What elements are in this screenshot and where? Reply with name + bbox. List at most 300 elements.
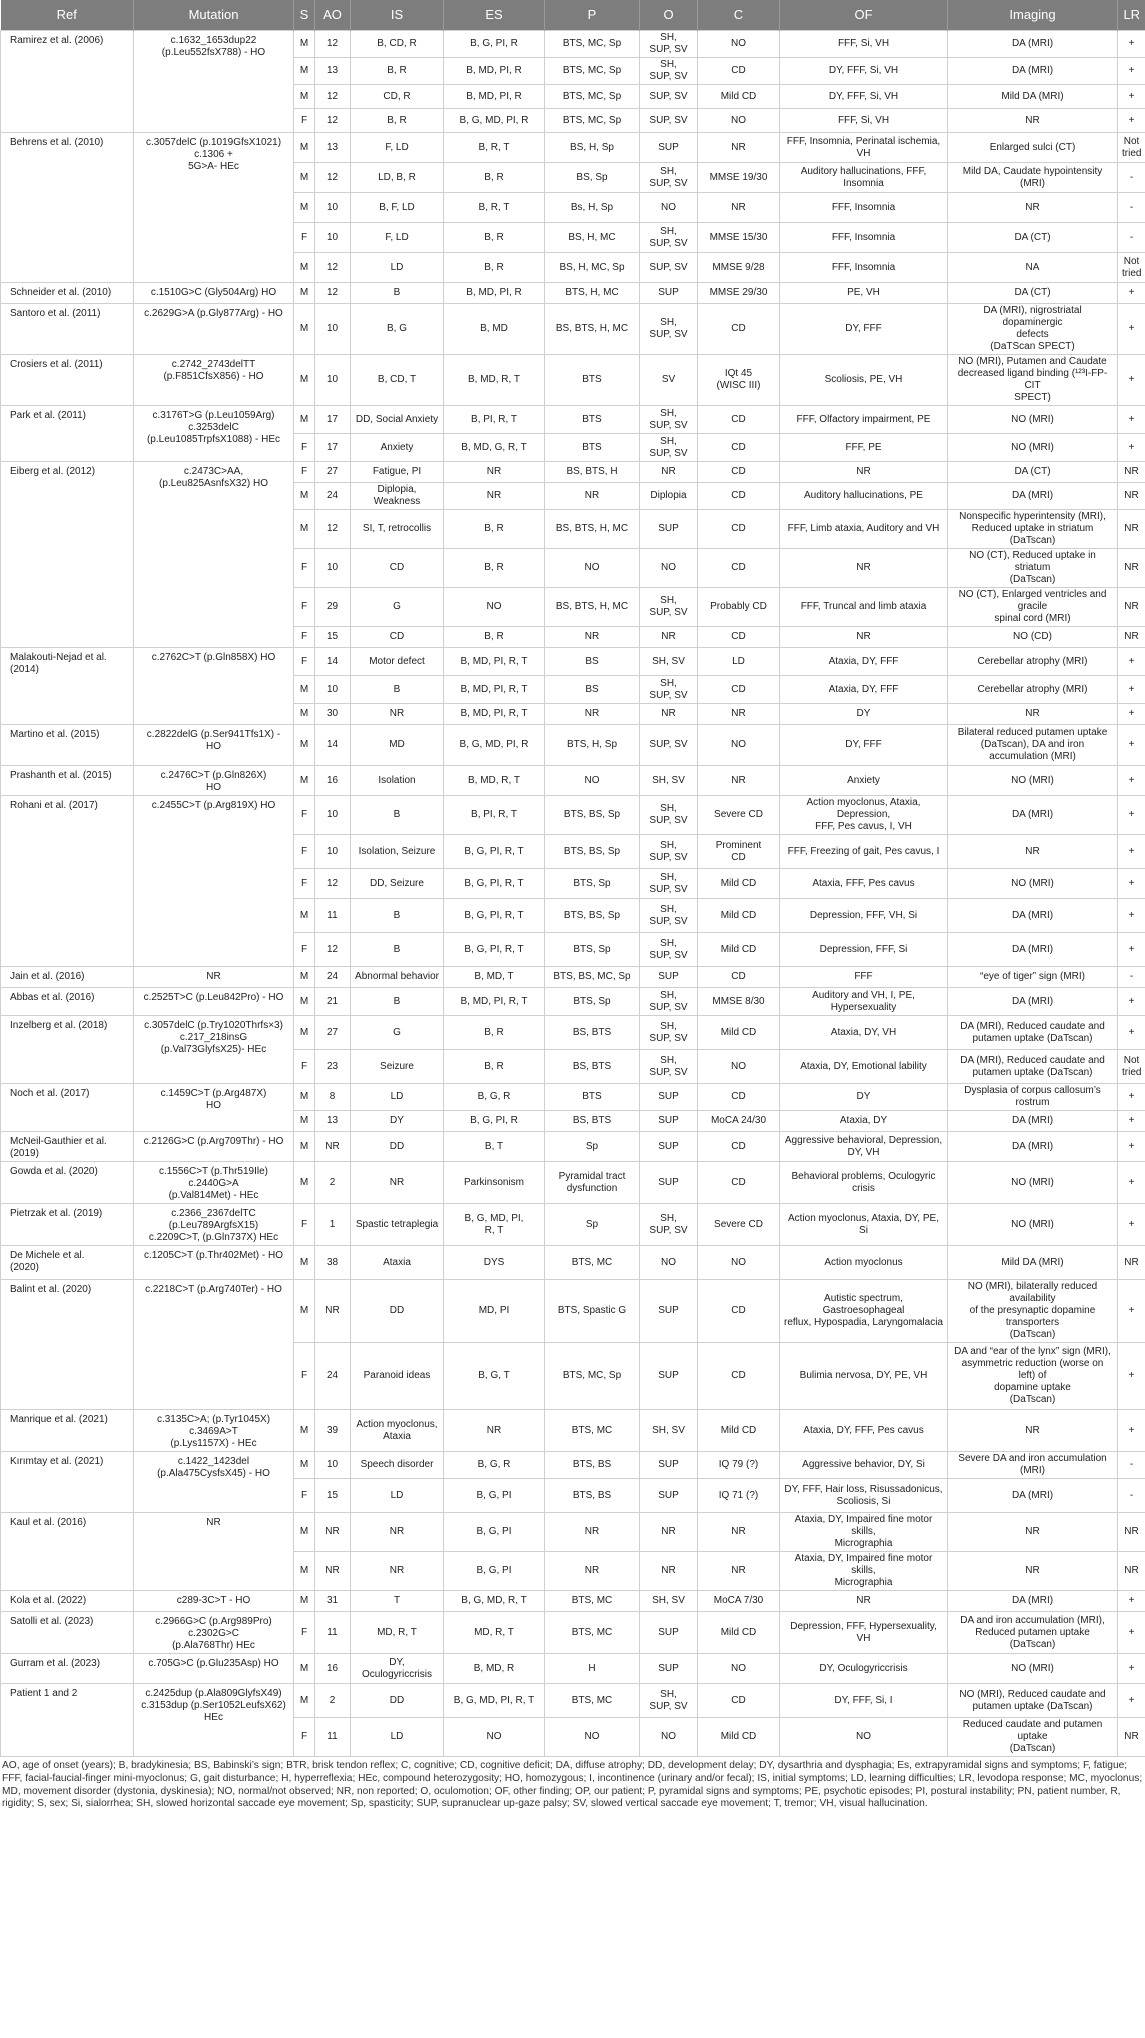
table-row	[1, 31, 1145, 58]
cell-oculomotion: NO	[640, 193, 698, 223]
cell-imaging: DA (MRI)	[948, 1479, 1118, 1513]
header-initial-symptoms: IS	[351, 0, 444, 31]
cell-other-finding: Behavioral problems, Oculogyric crisis	[780, 1162, 948, 1204]
cell-sex: F	[294, 549, 315, 588]
cell-pyramidal: BTS, BS	[545, 1479, 640, 1513]
cell-initial-symptoms: LD, B, R	[351, 163, 444, 193]
cell-sex: F	[294, 1343, 315, 1410]
cell-extrapyramidal: B, MD, PI, R	[444, 58, 545, 85]
cell-extrapyramidal: B, G, PI	[444, 1479, 545, 1513]
header-cognitive: C	[698, 0, 780, 31]
cell-sex: F	[294, 1718, 315, 1757]
cell-levodopa-response: NR	[1118, 549, 1145, 588]
cell-oculomotion: SUP	[640, 133, 698, 163]
cell-cognitive: NR	[698, 766, 780, 796]
cell-initial-symptoms: Fatigue, PI	[351, 462, 444, 483]
cell-extrapyramidal: NR	[444, 462, 545, 483]
cell-cognitive: NR	[698, 1552, 780, 1591]
cell-pyramidal: BTS, Spastic G	[545, 1280, 640, 1343]
cell-ref: Satolli et al. (2023)	[1, 1612, 134, 1654]
cell-oculomotion: SH, SUP, SV	[640, 223, 698, 253]
cell-other-finding: Ataxia, FFF, Pes cavus	[780, 869, 948, 899]
cell-pyramidal: BTS	[545, 406, 640, 434]
cell-age-of-onset: 30	[315, 704, 351, 725]
cell-age-of-onset: 13	[315, 133, 351, 163]
cell-imaging: DA (MRI)	[948, 1111, 1118, 1132]
cell-age-of-onset: 11	[315, 1718, 351, 1757]
cell-imaging: Mild DA (MRI)	[948, 85, 1118, 109]
cell-levodopa-response: Not tried	[1118, 133, 1145, 163]
cell-age-of-onset: 15	[315, 1479, 351, 1513]
cell-imaging: DA (CT)	[948, 223, 1118, 253]
cell-imaging: NO (MRI)	[948, 1204, 1118, 1246]
cell-cognitive: MMSE 9/28	[698, 253, 780, 283]
header-ref: Ref	[1, 0, 134, 31]
table-row	[1, 1684, 1145, 1718]
cell-imaging: Enlarged sulci (CT)	[948, 133, 1118, 163]
cell-other-finding: FFF	[780, 967, 948, 988]
cell-other-finding: DY	[780, 704, 948, 725]
cell-levodopa-response: +	[1118, 434, 1145, 462]
cell-other-finding: Ataxia, DY, Impaired fine motor skills, Micrographia	[780, 1552, 948, 1591]
cell-other-finding: Ataxia, DY, Emotional lability	[780, 1050, 948, 1084]
header-age-of-onset: AO	[315, 0, 351, 31]
cell-initial-symptoms: T	[351, 1591, 444, 1612]
cell-extrapyramidal: B, G, PI	[444, 1513, 545, 1552]
cell-levodopa-response: Not tried	[1118, 1050, 1145, 1084]
cell-other-finding: FFF, PE	[780, 434, 948, 462]
cell-oculomotion: SH, SUP, SV	[640, 1684, 698, 1718]
table-row	[1, 988, 1145, 1016]
cell-sex: M	[294, 1552, 315, 1591]
cell-ref: Malakouti-Nejad et al. (2014)	[1, 648, 134, 725]
cell-levodopa-response: +	[1118, 676, 1145, 704]
cell-sex: M	[294, 253, 315, 283]
cell-sex: M	[294, 85, 315, 109]
cell-levodopa-response: +	[1118, 1654, 1145, 1684]
cell-sex: M	[294, 766, 315, 796]
cell-age-of-onset: 10	[315, 676, 351, 704]
cell-initial-symptoms: DD	[351, 1684, 444, 1718]
cell-age-of-onset: 31	[315, 1591, 351, 1612]
cell-pyramidal: BTS, MC, Sp	[545, 109, 640, 133]
cell-levodopa-response: +	[1118, 1111, 1145, 1132]
cell-initial-symptoms: DY	[351, 1111, 444, 1132]
cell-levodopa-response: +	[1118, 1343, 1145, 1410]
cell-cognitive: Mild CD	[698, 899, 780, 933]
cell-cognitive: IQt 45 (WISC III)	[698, 355, 780, 406]
cell-cognitive: CD	[698, 1162, 780, 1204]
cell-cognitive: CD	[698, 406, 780, 434]
cell-mutation: c.705G>C (p.Glu235Asp) HO	[134, 1654, 294, 1684]
cell-pyramidal: NO	[545, 549, 640, 588]
cell-imaging: DA and “ear of the lynx” sign (MRI), asymmetric reduction (worse on left) of dopamine uptake (DaTscan)	[948, 1343, 1118, 1410]
cell-initial-symptoms: Seizure	[351, 1050, 444, 1084]
cell-age-of-onset: 10	[315, 549, 351, 588]
cell-cognitive: Mild CD	[698, 933, 780, 967]
cell-oculomotion: SV	[640, 355, 698, 406]
cell-other-finding: FFF, Si, VH	[780, 109, 948, 133]
cell-levodopa-response: +	[1118, 1132, 1145, 1162]
cell-other-finding: Ataxia, DY, Impaired fine motor skills, Micrographia	[780, 1513, 948, 1552]
cell-sex: M	[294, 1452, 315, 1479]
cell-extrapyramidal: B, G, PI, R, T	[444, 933, 545, 967]
cell-levodopa-response: +	[1118, 109, 1145, 133]
cell-age-of-onset: 15	[315, 627, 351, 648]
cell-cognitive: Mild CD	[698, 869, 780, 899]
cell-levodopa-response: -	[1118, 223, 1145, 253]
cell-mutation: c.3135C>A; (p.Tyr1045X) c.3469A>T (p.Lys1157X) - HEc	[134, 1410, 294, 1452]
cell-initial-symptoms: CD	[351, 549, 444, 588]
cell-other-finding: DY, FFF, Si, VH	[780, 58, 948, 85]
cell-imaging: DA (MRI)	[948, 1132, 1118, 1162]
cell-other-finding: FFF, Truncal and limb ataxia	[780, 588, 948, 627]
cell-mutation: NR	[134, 1513, 294, 1591]
cell-levodopa-response: NR	[1118, 1718, 1145, 1757]
cell-initial-symptoms: B	[351, 796, 444, 835]
cell-levodopa-response: +	[1118, 283, 1145, 304]
cell-initial-symptoms: B, F, LD	[351, 193, 444, 223]
cell-ref: Crosiers et al. (2011)	[1, 355, 134, 406]
cell-pyramidal: BTS, MC	[545, 1410, 640, 1452]
cell-mutation: c.2742_2743delTT (p.F851CfsX856) - HO	[134, 355, 294, 406]
cell-sex: M	[294, 1654, 315, 1684]
cell-extrapyramidal: B, PI, R, T	[444, 406, 545, 434]
cell-cognitive: Mild CD	[698, 1016, 780, 1050]
table-body	[1, 31, 1145, 1757]
cell-extrapyramidal: B, G, PI, R	[444, 31, 545, 58]
cell-oculomotion: NR	[640, 627, 698, 648]
cell-extrapyramidal: NO	[444, 588, 545, 627]
cell-oculomotion: NR	[640, 462, 698, 483]
cell-cognitive: Mild CD	[698, 1612, 780, 1654]
cell-imaging: NR	[948, 109, 1118, 133]
cell-sex: M	[294, 967, 315, 988]
cell-age-of-onset: 12	[315, 933, 351, 967]
cell-age-of-onset: 12	[315, 31, 351, 58]
cell-cognitive: Severe CD	[698, 1204, 780, 1246]
cell-pyramidal: BTS, MC	[545, 1612, 640, 1654]
cell-cognitive: CD	[698, 967, 780, 988]
cell-oculomotion: SH, SV	[640, 648, 698, 676]
cell-imaging: DA (MRI)	[948, 58, 1118, 85]
cell-other-finding: Action myoclonus	[780, 1246, 948, 1280]
cell-oculomotion: NR	[640, 704, 698, 725]
cell-extrapyramidal: B, R	[444, 510, 545, 549]
cell-other-finding: NR	[780, 627, 948, 648]
cell-sex: M	[294, 163, 315, 193]
cell-oculomotion: SUP, SV	[640, 253, 698, 283]
cell-ref: Inzelberg et al. (2018)	[1, 1016, 134, 1084]
table-row	[1, 725, 1145, 766]
cell-oculomotion: NO	[640, 1718, 698, 1757]
cell-pyramidal: BTS, BS, Sp	[545, 796, 640, 835]
cell-ref: Behrens et al. (2010)	[1, 133, 134, 283]
cell-sex: F	[294, 223, 315, 253]
cell-cognitive: CD	[698, 58, 780, 85]
table-row	[1, 967, 1145, 988]
cell-oculomotion: SH, SUP, SV	[640, 835, 698, 869]
cell-cognitive: MMSE 19/30	[698, 163, 780, 193]
cell-other-finding: DY, FFF, Si, I	[780, 1684, 948, 1718]
cell-extrapyramidal: B, G, PI, R, T	[444, 835, 545, 869]
cell-oculomotion: SH, SUP, SV	[640, 899, 698, 933]
cell-cognitive: CD	[698, 1132, 780, 1162]
cell-oculomotion: SH, SUP, SV	[640, 988, 698, 1016]
cell-age-of-onset: 39	[315, 1410, 351, 1452]
cell-oculomotion: Diplopia	[640, 483, 698, 510]
cell-initial-symptoms: DY, Oculogyriccrisis	[351, 1654, 444, 1684]
cell-sex: F	[294, 462, 315, 483]
cell-ref: De Michele et al. (2020)	[1, 1246, 134, 1280]
cell-age-of-onset: 10	[315, 193, 351, 223]
cell-imaging: NO (MRI)	[948, 1654, 1118, 1684]
cell-extrapyramidal: B, T	[444, 1132, 545, 1162]
cell-sex: M	[294, 304, 315, 355]
cell-oculomotion: SUP, SV	[640, 109, 698, 133]
cell-age-of-onset: 11	[315, 1612, 351, 1654]
cell-imaging: Reduced caudate and putamen uptake (DaTscan)	[948, 1718, 1118, 1757]
cell-initial-symptoms: NR	[351, 1552, 444, 1591]
cell-levodopa-response: +	[1118, 1162, 1145, 1204]
cell-other-finding: DY	[780, 1084, 948, 1111]
cell-pyramidal: NO	[545, 766, 640, 796]
cell-levodopa-response: NR	[1118, 1552, 1145, 1591]
cell-sex: M	[294, 193, 315, 223]
cell-initial-symptoms: MD	[351, 725, 444, 766]
cell-age-of-onset: 17	[315, 406, 351, 434]
table-row	[1, 648, 1145, 676]
cell-imaging: DA (CT)	[948, 283, 1118, 304]
cell-other-finding: Aggressive behavior, DY, Si	[780, 1452, 948, 1479]
cell-sex: F	[294, 835, 315, 869]
table-row	[1, 1280, 1145, 1343]
cell-ref: Martino et al. (2015)	[1, 725, 134, 766]
cell-imaging: NR	[948, 193, 1118, 223]
cell-cognitive: CD	[698, 1280, 780, 1343]
cell-imaging: DA (MRI), Reduced caudate and putamen uptake (DaTscan)	[948, 1016, 1118, 1050]
cell-pyramidal: NR	[545, 704, 640, 725]
cell-initial-symptoms: CD, R	[351, 85, 444, 109]
cell-other-finding: DY, FFF	[780, 725, 948, 766]
cell-imaging: NO (MRI), Putamen and Caudate decreased ligand binding (¹²³I-FP-CIT SPECT)	[948, 355, 1118, 406]
cell-sex: F	[294, 1204, 315, 1246]
cell-imaging: NR	[948, 835, 1118, 869]
cell-age-of-onset: 21	[315, 988, 351, 1016]
cell-initial-symptoms: LD	[351, 1479, 444, 1513]
cell-oculomotion: SH, SUP, SV	[640, 796, 698, 835]
cell-mutation: c.2455C>T (p.Arg819X) HO	[134, 796, 294, 967]
cell-sex: M	[294, 133, 315, 163]
header-extrapyramidal: ES	[444, 0, 545, 31]
table-row	[1, 1162, 1145, 1204]
cell-oculomotion: SH, SUP, SV	[640, 933, 698, 967]
cell-pyramidal: NR	[545, 1552, 640, 1591]
cell-extrapyramidal: B, MD, G, R, T	[444, 434, 545, 462]
cell-age-of-onset: 16	[315, 1654, 351, 1684]
cell-cognitive: CD	[698, 676, 780, 704]
cell-imaging: “eye of tiger” sign (MRI)	[948, 967, 1118, 988]
cell-age-of-onset: 12	[315, 510, 351, 549]
cell-oculomotion: SUP, SV	[640, 725, 698, 766]
cell-sex: M	[294, 1111, 315, 1132]
table-row	[1, 1591, 1145, 1612]
cell-levodopa-response: +	[1118, 1612, 1145, 1654]
cell-cognitive: CD	[698, 304, 780, 355]
cell-imaging: DA (MRI), Reduced caudate and putamen uptake (DaTscan)	[948, 1050, 1118, 1084]
cell-sex: M	[294, 58, 315, 85]
cell-cognitive: MoCA 24/30	[698, 1111, 780, 1132]
cell-sex: M	[294, 355, 315, 406]
cell-cognitive: NO	[698, 1654, 780, 1684]
cell-mutation: c.2218C>T (p.Arg740Ter) - HO	[134, 1280, 294, 1410]
cell-sex: M	[294, 510, 315, 549]
table-footnote: AO, age of onset (years); B, bradykinesia; BS, Babinski’s sign; BTR, brisk tendon reflex; C, cognitive; CD, cognitive deficit; DA, diffuse atrophy; DD, development delay; DY, dysarthria and dysphagia; Es, extrapyramidal signs and symptoms; F, fatigue; FFF, facial-faucial-finger mini-myoclonus; G, gait disturbance; H, hyperreflexia; HEc, compound heterozygosity; HO, homozygous; I, incontinence (urinary and/or fecal); IS, initial symptoms; LD, learning difficulties; LR, levodopa response; MC, myoclonus; MD, movement disorder (dystonia, dyskinesia); NO, normal/not observed; NR, non reported; O, oculomotion; OF, other finding; OP, our patient; P, pyramidal signs and symptoms; PE, psychotic episodes; PI, postural instability; PN, patient number, R, rigidity; S, sex; Si, sialorrhea; SH, slowed horizontal saccade eye movement; Sp, spasticity; SUP, supranuclear up-gaze palsy; SV, slowed vertical saccade eye movement; T, tremor; VH, visual hallucination.	[2, 1760, 1143, 1810]
cell-age-of-onset: 1	[315, 1204, 351, 1246]
cell-pyramidal: BTS	[545, 1084, 640, 1111]
cell-imaging: DA (CT)	[948, 462, 1118, 483]
cell-age-of-onset: 12	[315, 253, 351, 283]
cell-pyramidal: BTS, BS, Sp	[545, 835, 640, 869]
cell-cognitive: CD	[698, 549, 780, 588]
cell-age-of-onset: 8	[315, 1084, 351, 1111]
cell-initial-symptoms: Abnormal behavior	[351, 967, 444, 988]
table-row	[1, 406, 1145, 434]
cell-imaging: DA (MRI)	[948, 933, 1118, 967]
cell-imaging: NR	[948, 1513, 1118, 1552]
cell-cognitive: CD	[698, 1684, 780, 1718]
cell-extrapyramidal: B, MD, R, T	[444, 766, 545, 796]
cell-pyramidal: BTS, MC, Sp	[545, 31, 640, 58]
cell-other-finding: Depression, FFF, Hypersexuality, VH	[780, 1612, 948, 1654]
cell-other-finding: FFF, Insomnia, Perinatal ischemia, VH	[780, 133, 948, 163]
cell-extrapyramidal: B, MD, PI, R, T	[444, 648, 545, 676]
cell-levodopa-response: +	[1118, 355, 1145, 406]
cell-age-of-onset: NR	[315, 1132, 351, 1162]
cell-imaging: NO (MRI)	[948, 869, 1118, 899]
table-row	[1, 133, 1145, 163]
cell-imaging: Severe DA and iron accumulation (MRI)	[948, 1452, 1118, 1479]
cell-other-finding: FFF, Insomnia	[780, 253, 948, 283]
cell-levodopa-response: +	[1118, 869, 1145, 899]
cell-oculomotion: SH, SUP, SV	[640, 1016, 698, 1050]
cell-extrapyramidal: MD, PI	[444, 1280, 545, 1343]
cell-imaging: Cerebellar atrophy (MRI)	[948, 648, 1118, 676]
table-header-row	[1, 0, 1145, 31]
cell-extrapyramidal: B, MD, PI, R, T	[444, 988, 545, 1016]
cell-ref: Eiberg et al. (2012)	[1, 462, 134, 648]
cell-cognitive: CD	[698, 510, 780, 549]
cell-other-finding: DY, FFF, Hair loss, Risussadonicus, Scoliosis, Si	[780, 1479, 948, 1513]
cell-initial-symptoms: Spastic tetraplegia	[351, 1204, 444, 1246]
cell-initial-symptoms: DD, Social Anxiety	[351, 406, 444, 434]
cell-pyramidal: Bs, H, Sp	[545, 193, 640, 223]
table-row	[1, 1084, 1145, 1111]
cell-imaging: DA (MRI)	[948, 988, 1118, 1016]
cell-imaging: Nonspecific hyperintensity (MRI), Reduced uptake in striatum (DaTscan)	[948, 510, 1118, 549]
cell-sex: M	[294, 704, 315, 725]
cell-sex: M	[294, 899, 315, 933]
cell-other-finding: Depression, FFF, VH, Si	[780, 899, 948, 933]
cell-mutation: c.1422_1423del (p.Ala475CysfsX45) - HO	[134, 1452, 294, 1513]
cell-oculomotion: SUP	[640, 1084, 698, 1111]
cell-oculomotion: SH, SUP, SV	[640, 58, 698, 85]
cell-cognitive: CD	[698, 434, 780, 462]
cell-levodopa-response: -	[1118, 1479, 1145, 1513]
header-other-finding: OF	[780, 0, 948, 31]
cell-extrapyramidal: B, MD, PI, R	[444, 85, 545, 109]
cell-mutation: c.2366_2367delTC (p.Leu789ArgfsX15) c.2209C>T, (p.Gln737X) HEc	[134, 1204, 294, 1246]
cell-mutation: c.2473C>AA, (p.Leu825AsnfsX32) HO	[134, 462, 294, 648]
cell-cognitive: CD	[698, 483, 780, 510]
cell-ref: Gurram et al. (2023)	[1, 1654, 134, 1684]
cell-other-finding: Ataxia, DY, FFF	[780, 648, 948, 676]
cell-ref: Prashanth et al. (2015)	[1, 766, 134, 796]
cell-sex: M	[294, 1246, 315, 1280]
cell-ref: McNeil-Gauthier et al. (2019)	[1, 1132, 134, 1162]
cell-age-of-onset: 24	[315, 967, 351, 988]
cell-cognitive: NO	[698, 31, 780, 58]
cell-imaging: Mild DA, Caudate hypointensity (MRI)	[948, 163, 1118, 193]
cell-extrapyramidal: B, R	[444, 163, 545, 193]
cell-sex: M	[294, 31, 315, 58]
cell-pyramidal: BS, Sp	[545, 163, 640, 193]
cell-age-of-onset: 27	[315, 462, 351, 483]
cell-cognitive: LD	[698, 648, 780, 676]
cell-extrapyramidal: B, G, PI, R, T	[444, 899, 545, 933]
cell-age-of-onset: 10	[315, 223, 351, 253]
cell-other-finding: FFF, Si, VH	[780, 31, 948, 58]
cell-pyramidal: BTS, Sp	[545, 869, 640, 899]
cell-initial-symptoms: NR	[351, 1162, 444, 1204]
cell-pyramidal: NR	[545, 627, 640, 648]
cell-ref: Noch et al. (2017)	[1, 1084, 134, 1132]
cell-oculomotion: SUP	[640, 283, 698, 304]
cell-oculomotion: SUP, SV	[640, 85, 698, 109]
table-row	[1, 1016, 1145, 1050]
table-row	[1, 1654, 1145, 1684]
cell-levodopa-response: -	[1118, 193, 1145, 223]
cell-cognitive: IQ 79 (?)	[698, 1452, 780, 1479]
cell-pyramidal: BTS, MC, Sp	[545, 58, 640, 85]
cell-other-finding: NR	[780, 462, 948, 483]
cell-age-of-onset: 12	[315, 283, 351, 304]
header-pyramidal: P	[545, 0, 640, 31]
cell-pyramidal: BTS, BS, MC, Sp	[545, 967, 640, 988]
cell-mutation: c.2425dup (p.Ala809GlyfsX49) c.3153dup (p.Ser1052LeufsX62) HEc	[134, 1684, 294, 1757]
cell-sex: M	[294, 676, 315, 704]
cell-initial-symptoms: B, R	[351, 58, 444, 85]
header-mutation: Mutation	[134, 0, 294, 31]
cell-age-of-onset: 24	[315, 483, 351, 510]
cell-oculomotion: NR	[640, 1552, 698, 1591]
table-row	[1, 283, 1145, 304]
cell-other-finding: FFF, Insomnia	[780, 223, 948, 253]
cell-imaging: NR	[948, 704, 1118, 725]
cell-ref: Jain et al. (2016)	[1, 967, 134, 988]
cell-levodopa-response: +	[1118, 304, 1145, 355]
cell-levodopa-response: +	[1118, 1280, 1145, 1343]
cell-mutation: c.2822delG (p.Ser941Tfs1X) - HO	[134, 725, 294, 766]
cell-imaging: Bilateral reduced putamen uptake (DaTscan), DA and iron accumulation (MRI)	[948, 725, 1118, 766]
cell-mutation: c.2476C>T (p.Gln826X) HO	[134, 766, 294, 796]
cell-other-finding: Auditory hallucinations, PE	[780, 483, 948, 510]
cell-sex: M	[294, 1016, 315, 1050]
cell-cognitive: NR	[698, 1513, 780, 1552]
cell-oculomotion: NO	[640, 1246, 698, 1280]
cell-extrapyramidal: B, MD, PI, R, T	[444, 704, 545, 725]
cell-sex: F	[294, 434, 315, 462]
